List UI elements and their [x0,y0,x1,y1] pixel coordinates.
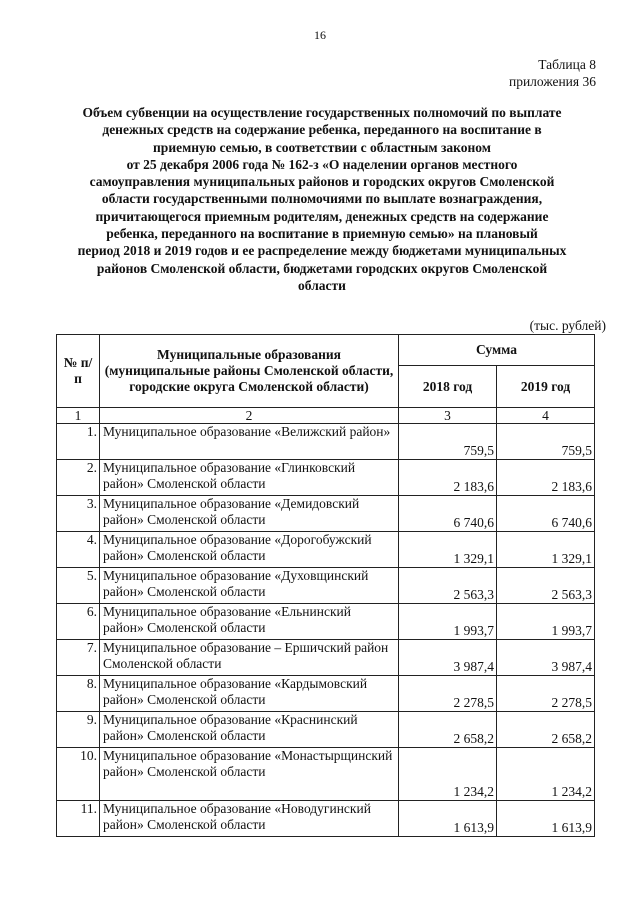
amount-2019: 2 658,2 [497,712,595,748]
row-number: 7. [57,640,100,676]
header-municipality: Муниципальные образования (муниципальные районы Смоленской области, городские округа Смоленской области) [100,335,399,408]
amount-2019: 2 563,3 [497,568,595,604]
municipality-name: Муниципальное образование «Новодугинский район» Смоленской области [100,801,399,837]
title-line: приемную семью, в соответствии с областным законом [153,139,491,155]
table-ref-line2: приложения 36 [508,74,596,89]
amount-2018: 6 740,6 [399,496,497,532]
table-row [57,801,595,837]
column-number-cell: 3 [399,408,497,424]
amount-2018: 2 183,6 [399,460,497,496]
municipality-name: Муниципальное образование – Ершичский район Смоленской области [100,640,399,676]
row-number: 2. [57,460,100,496]
row-number: 10. [57,748,100,801]
table-ref-line1: Таблица 8 [538,57,596,72]
table-row [57,640,595,676]
header-sum: Сумма [399,335,595,366]
municipality-name: Муниципальное образование «Краснинский район» Смоленской области [100,712,399,748]
municipality-name: Муниципальное образование «Демидовский район» Смоленской области [100,496,399,532]
municipality-name: Муниципальное образование «Кардымовский район» Смоленской области [100,676,399,712]
table-row [57,496,595,532]
amount-2019: 1 234,2 [497,748,595,801]
amount-2018: 1 329,1 [399,532,497,568]
amount-2019: 759,5 [497,424,595,460]
title-line: причитающегося приемным родителям, денежных средств на содержание [95,208,549,224]
table-row [57,460,595,496]
header-number: № п/п [57,335,100,408]
title-line: ребенка, переданного на воспитание в приемную семью» на плановый [106,226,538,242]
amount-2019: 6 740,6 [497,496,595,532]
table-row [57,568,595,604]
table-row [57,604,595,640]
title-line: от 25 декабря 2006 года № 162-з «О наделении органов местного [126,156,518,172]
amount-2018: 1 234,2 [399,748,497,801]
table-row [57,712,595,748]
municipality-name: Муниципальное образование «Монастырщинский район» Смоленской области [100,748,399,801]
title-line: области [298,277,346,293]
table-row [57,676,595,712]
title-line: денежных средств на содержание ребенка, переданного на воспитание в [102,122,542,138]
table-reference [509,56,596,90]
amount-2019: 1 993,7 [497,604,595,640]
amount-2019: 3 987,4 [497,640,595,676]
row-number: 8. [57,676,100,712]
column-number-cell: 4 [497,408,595,424]
table-row [57,424,595,460]
title-line: районов Смоленской области, бюджетами городских округов Смоленской [96,260,548,276]
amount-2018: 2 563,3 [399,568,497,604]
row-number: 4. [57,532,100,568]
row-number: 6. [57,604,100,640]
row-number: 1. [57,424,100,460]
column-number-cell: 1 [57,408,100,424]
municipality-name: Муниципальное образование «Духовщинский район» Смоленской области [100,568,399,604]
title-line: самоуправления муниципальных районов и городских округов Смоленской [89,174,555,190]
municipality-name: Муниципальное образование «Ельнинский район» Смоленской области [100,604,399,640]
municipality-name: Муниципальное образование «Велижский район» [100,424,399,460]
table-row [57,532,595,568]
table-row [57,748,595,801]
municipality-name: Муниципальное образование «Дорогобужский район» Смоленской области [100,532,399,568]
units-label: (тыс. рублей) [529,318,606,333]
row-number: 5. [57,568,100,604]
row-number: 9. [57,712,100,748]
amount-2018: 1 993,7 [399,604,497,640]
amount-2018: 1 613,9 [399,801,497,837]
amount-2018: 3 987,4 [399,640,497,676]
amount-2018: 2 278,5 [399,676,497,712]
column-number-cell: 2 [100,408,399,424]
amount-2019: 1 613,9 [497,801,595,837]
amount-2019: 1 329,1 [497,532,595,568]
row-number: 3. [57,496,100,532]
header-2018: 2018 год [399,366,497,408]
municipality-name: Муниципальное образование «Глинковский район» Смоленской области [100,460,399,496]
amount-2019: 2 278,5 [497,676,595,712]
amount-2019: 2 183,6 [497,460,595,496]
amount-2018: 2 658,2 [399,712,497,748]
header-2019: 2019 год [497,366,595,408]
subvention-table [56,334,595,837]
title-line: области государственными полномочиями по выплате вознаграждения, [101,191,543,207]
amount-2018: 759,5 [399,424,497,460]
page-number: 16 [314,28,326,42]
row-number: 11. [57,801,100,837]
title-line: период 2018 и 2019 годов и ее распределение между бюджетами муниципальных [77,243,567,259]
title-line: Объем субвенции на осуществление государственных полномочий по выплате [82,105,562,120]
document-title [60,104,584,294]
